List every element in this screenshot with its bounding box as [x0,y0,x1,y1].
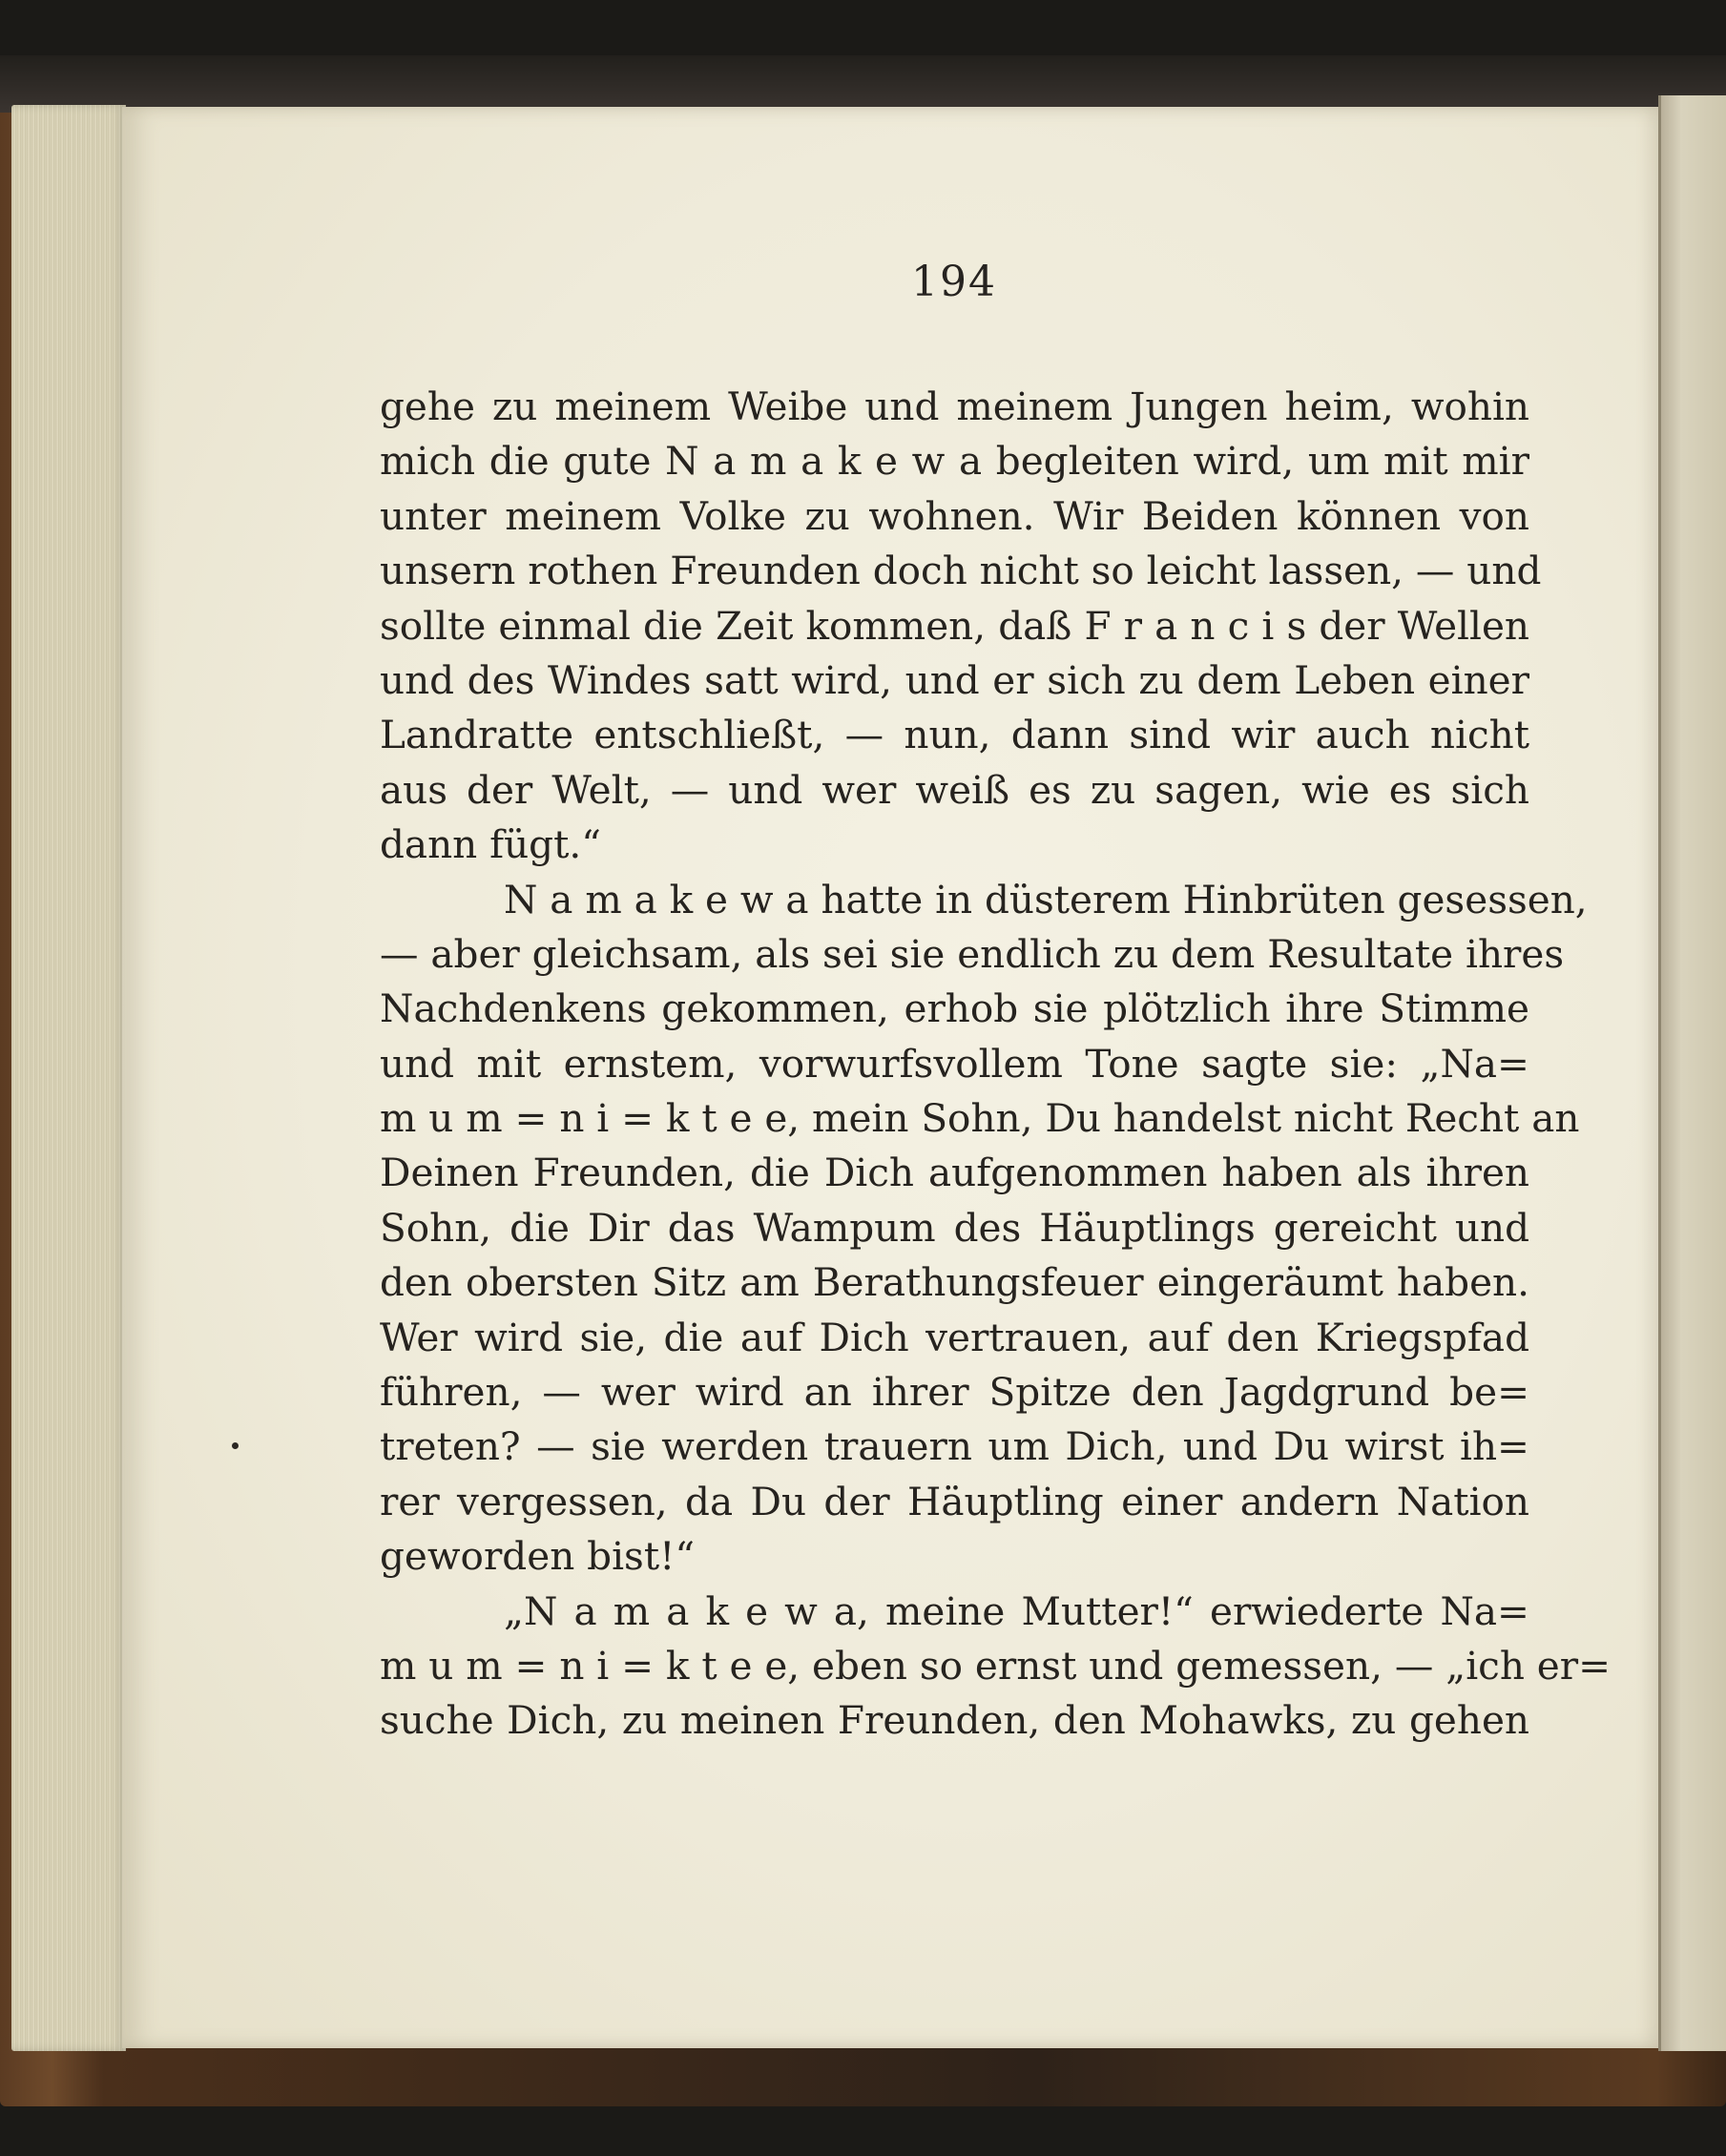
page-edges [11,105,126,2051]
text-line: mich die gute N a m a k e w a begleiten wird, um mit mir [380,438,1529,485]
text-line: Nachdenkens gekommen, erhob sie plötzlich ihre Stimme [380,985,1529,1032]
text-line: m u m = n i = k t e e, mein Sohn, Du handelst nicht Recht an [380,1095,1580,1142]
text-line: — aber gleichsam, als sei sie endlich zu dem Resultate ihres [380,930,1565,977]
text-line: dann fügt.“ [380,821,601,868]
text-line: N a m a k e w a hatte in düsterem Hinbrüten gesessen, [504,876,1588,923]
ink-speck [232,1442,239,1449]
text-line: geworden bist!“ [380,1533,696,1580]
text-line: Wer wird sie, die auf Dich vertrauen, auf den Kriegspfad [380,1314,1529,1360]
facing-page-edge [1658,95,1726,2051]
text-line: und mit ernstem, vorwurfsvollem Tone sagte sie: „Na= [380,1040,1529,1087]
text-line: Landratte entschließt, — nun, dann sind wir auch nicht [380,712,1529,758]
text-line: den obersten Sitz am Berathungsfeuer eingeräumt haben. [380,1259,1529,1306]
text-line: sollte einmal die Zeit kommen, daß F r a n c i s der Wellen [380,602,1529,649]
text-line: gehe zu meinem Weibe und meinem Jungen heim, wohin [380,384,1529,429]
text-line: führen, — wer wird an ihrer Spitze den Jagdgrund be= [380,1369,1529,1416]
text-line: m u m = n i = k t e e, eben so ernst und gemessen, — „ich er= [380,1642,1612,1689]
text-line: aus der Welt, — und wer weiß es zu sagen, wie es sich [380,766,1529,813]
text-line: Sohn, die Dir das Wampum des Häuptlings gereicht und [380,1204,1529,1251]
body-text [380,380,1612,1749]
text-line: „N a m a k e w a, meine Mutter!“ erwiederte Na= [504,1587,1529,1634]
text-line: unsern rothen Freunden doch nicht so leicht lassen, — und [380,548,1542,594]
text-line: suche Dich, zu meinen Freunden, den Mohawks, zu gehen [380,1697,1529,1744]
text-line: und des Windes satt wird, und er sich zu dem Leben einer [380,656,1529,703]
text-line: treten? — sie werden trauern um Dich, und Du wirst ih= [380,1423,1529,1470]
text-line: unter meinem Volke zu wohnen. Wir Beiden können von [380,492,1529,539]
text-line: Deinen Freunden, die Dich aufgenommen haben als ihren [380,1150,1529,1196]
page-number: 194 [911,258,997,306]
cover-shadow [0,55,1726,113]
text-line: rer vergessen, da Du der Häuptling einer andern Nation [380,1478,1529,1524]
